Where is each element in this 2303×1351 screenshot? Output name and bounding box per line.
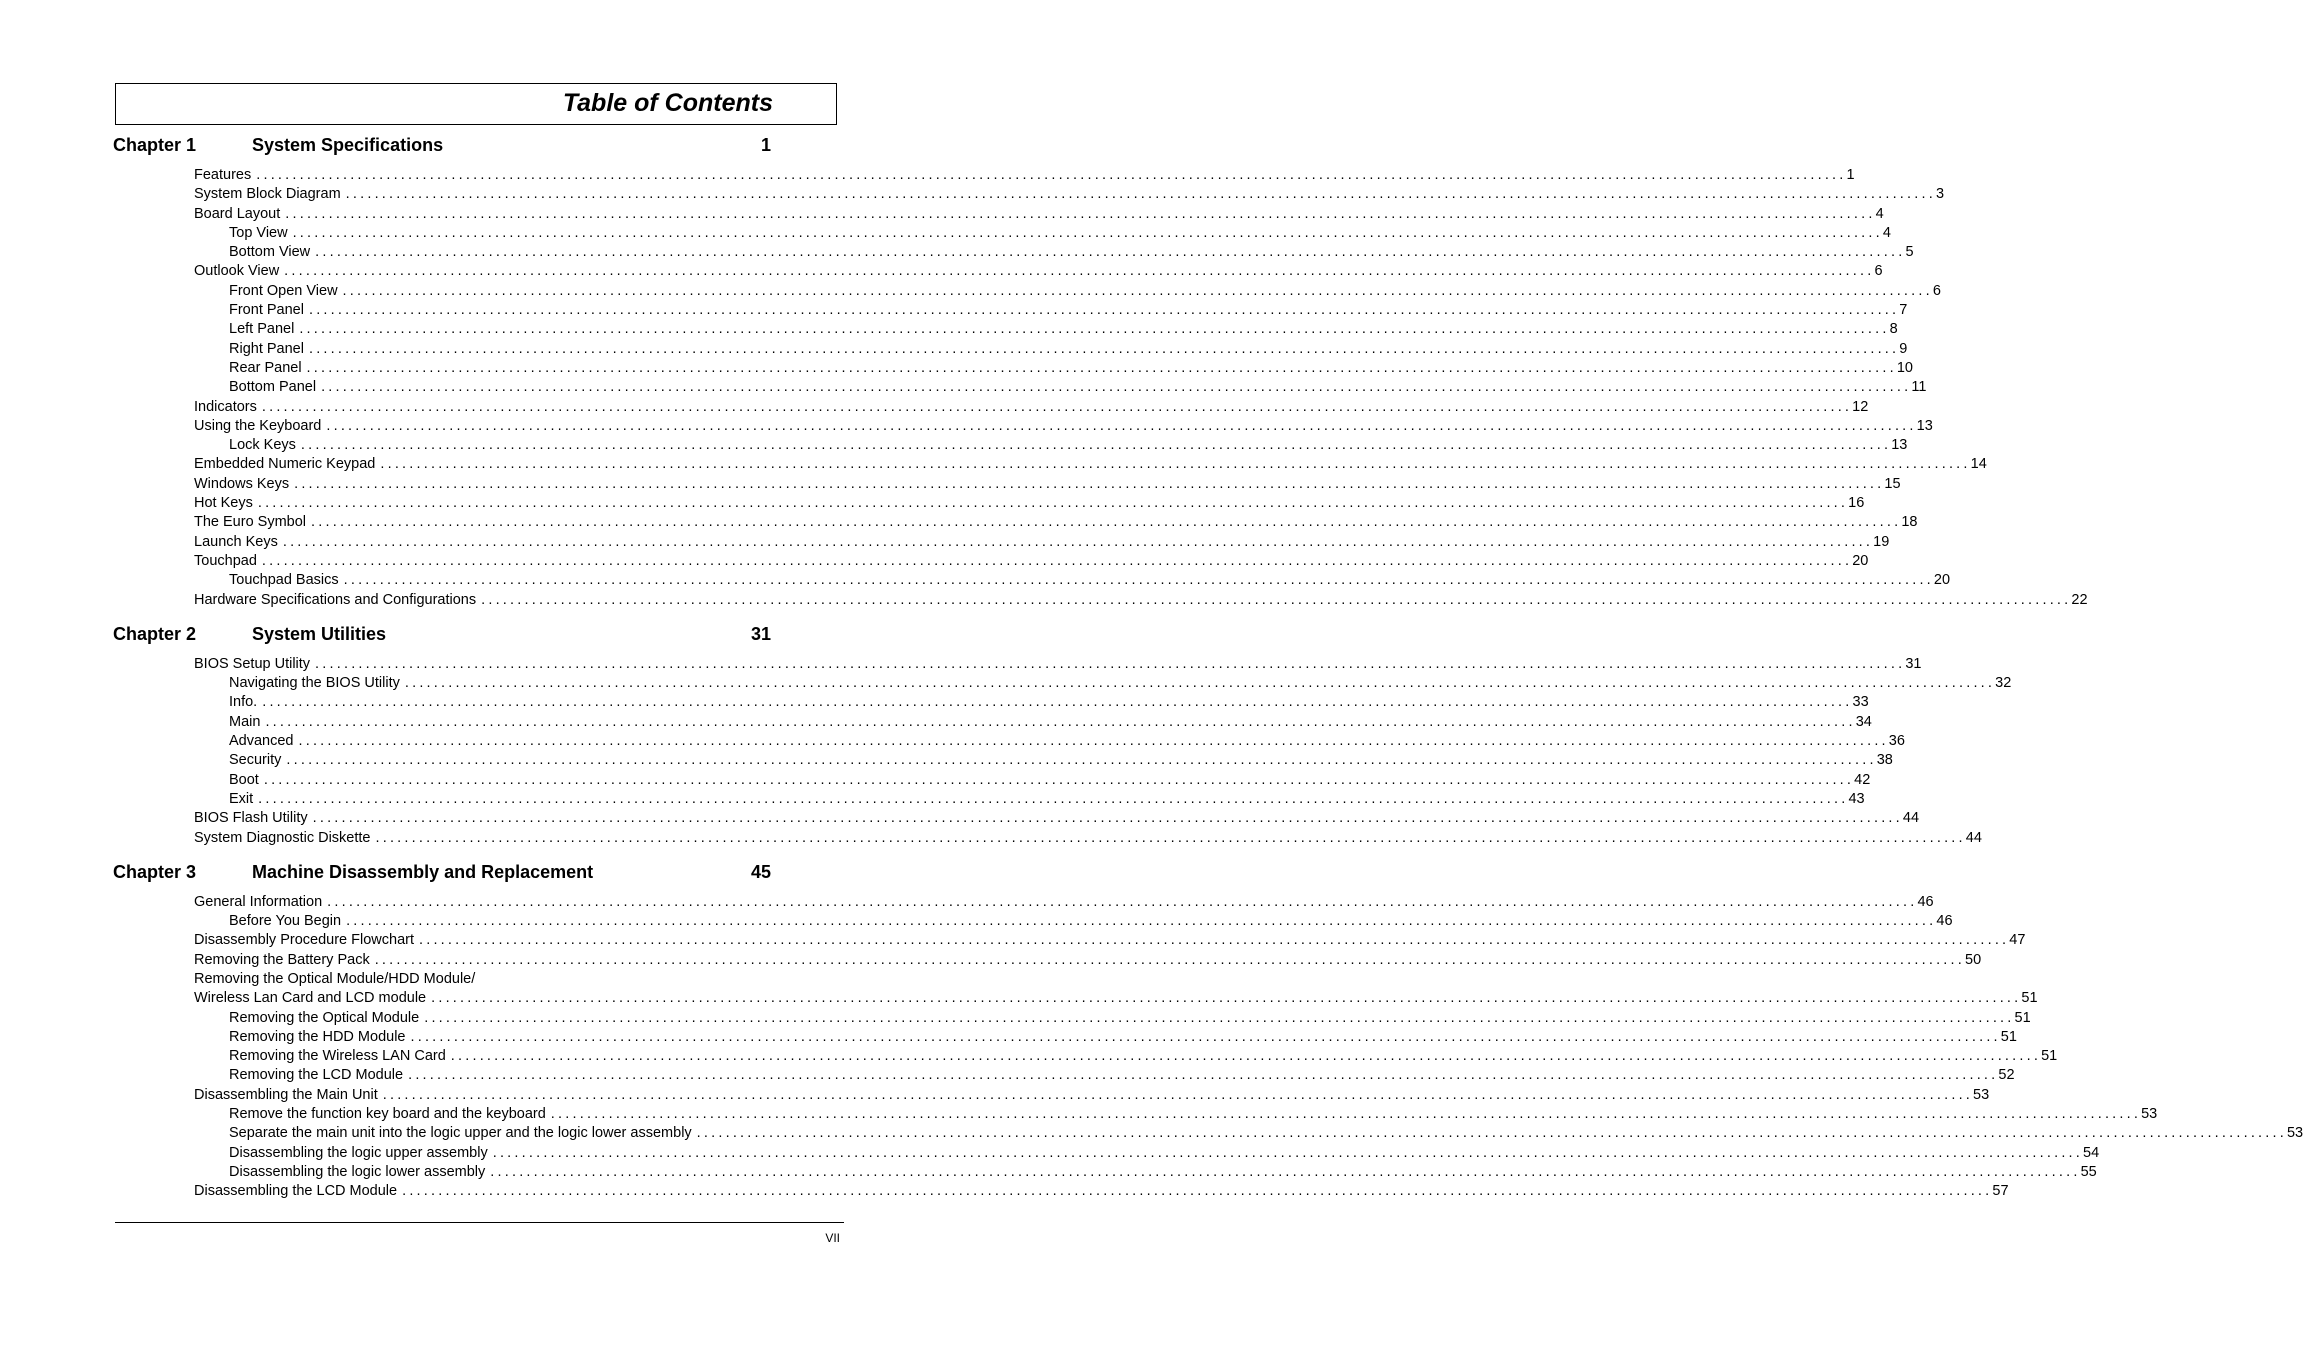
page-title: Table of Contents [562,89,773,117]
toc-entry[interactable] [113,829,1982,848]
toc-entry-label: General Information [194,893,323,910]
toc-entry-label: Front Panel [229,302,304,319]
dot-leader: ............................................................................................................................................................................................................................ [321,379,1912,396]
toc-entry-label: Launch Keys [194,533,278,550]
dot-leader: ............................................................................................................................................................................................................................ [258,790,1849,807]
dot-leader: ............................................................................................................................................................................................................................ [410,1028,2001,1045]
toc-entry-page: 43 [1848,790,1865,807]
toc-entry-label: Disassembling the logic lower assembly [229,1163,486,1180]
dot-leader: ............................................................................................................................................................................................................................ [300,437,1892,454]
toc-entry-label: Removing the Wireless LAN Card [229,1048,446,1065]
toc-entry-page: 20 [1852,552,1869,569]
toc-entry[interactable] [113,893,1934,912]
toc-entry-label: Disassembling the logic upper assembly [229,1144,488,1161]
toc-entry-page: 34 [1855,713,1872,730]
toc-entry[interactable] [113,1086,1990,1105]
toc-entry-label: BIOS Setup Utility [194,655,311,672]
chapter-title: Machine Disassembly and Replacement [252,861,594,882]
toc-entry[interactable] [113,655,1922,674]
toc-entry-page: 20 [1933,572,1951,589]
toc-entry-label: Front Open View [229,282,338,299]
toc-entry-page: 47 [2009,932,2026,949]
toc-entry-label: Touchpad Basics [229,572,339,589]
toc-entry-page: 51 [2041,1048,2058,1065]
chapter-number: Chapter 1 [113,135,197,155]
toc-entry[interactable] [113,989,2038,1008]
dot-leader: ............................................................................................................................................................................................................................ [481,591,2072,608]
chapter-heading[interactable] [113,620,773,648]
toc-entry[interactable] [113,1009,2031,1028]
toc-entry-page: 44 [1965,829,1982,846]
toc-entry[interactable] [113,1066,2015,1085]
toc-entry-label: Removing the Optical Module [229,1009,420,1026]
toc-entry-label: Disassembling the LCD Module [194,1183,398,1200]
toc-entry[interactable] [113,809,1920,828]
chapter-entries [113,655,2012,848]
toc-entry[interactable] [113,771,1871,790]
dot-leader: ............................................................................................................................................................................................................................ [450,1048,2042,1065]
dot-leader: ............................................................................................................................................................................................................................ [282,533,1874,550]
toc-entry-label: Boot [229,771,259,788]
toc-entry-page: 12 [1852,398,1869,415]
toc-entry[interactable] [113,378,1927,397]
toc-entry-page: 6 [1874,263,1883,280]
dot-leader: ............................................................................................................................................................................................................................ [265,713,1856,730]
toc-entry-label: Disassembling the Main Unit [194,1086,378,1103]
chapter-entries [113,166,2088,610]
toc-entry[interactable] [113,1124,2303,1143]
toc-entry-label: Main [229,713,261,730]
toc-entry-page: 46 [1917,893,1934,910]
toc-entry-label: Removing the HDD Module [229,1028,406,1045]
toc-entry[interactable] [113,912,1953,931]
dot-leader: ............................................................................................................................................................................................................................ [424,1009,2015,1026]
toc-entry[interactable] [113,713,1872,732]
toc-entry-label: Indicators [194,398,257,415]
toc-entry-page: 15 [1884,475,1901,492]
toc-entry-page: 36 [1888,733,1905,750]
toc-entry-page: 18 [1901,514,1918,531]
toc-entry[interactable] [113,359,1913,378]
dot-leader: ............................................................................................................................................................................................................................ [298,733,1889,750]
toc-entry-label: BIOS Flash Utility [194,810,308,827]
toc-entry-label: System Diagnostic Diskette [194,829,371,846]
dot-leader: ............................................................................................................................................................................................................................ [696,1125,2287,1142]
chapter-title: System Specifications [252,135,444,155]
toc-entry-page: 46 [1936,913,1953,930]
toc-entry-page: 51 [2000,1028,2017,1045]
chapter-number: Chapter 3 [113,861,197,882]
dot-leader: ............................................................................................................................................................................................................................ [346,913,1937,930]
dot-leader: ............................................................................................................................................................................................................................ [306,359,1897,376]
toc-entry-page: 9 [1899,340,1908,357]
toc-entry-page: 51 [2014,1009,2031,1026]
dot-leader: ............................................................................................................................................................................................................................ [257,495,1849,512]
toc-entry[interactable] [113,205,1884,224]
toc-entry-label: Top View [229,224,288,241]
dot-leader: ............................................................................................................................................................................................................................ [408,1067,1999,1084]
dot-leader: ............................................................................................................................................................................................................................ [308,302,1900,319]
toc-entry-page: 10 [1896,359,1913,376]
dot-leader: ............................................................................................................................................................................................................................ [404,675,1996,692]
toc-entry-page: 8 [1889,321,1898,338]
toc-entry[interactable] [113,1182,2009,1201]
toc-entry[interactable] [113,1105,2158,1124]
toc-entry[interactable] [113,513,1918,532]
toc-entry-page: 16 [1848,495,1865,512]
toc-entry-label: Embedded Numeric Keypad [194,456,376,473]
toc-entry[interactable] [113,533,1890,552]
toc-entry-label: Rear Panel [229,359,302,376]
toc-entry[interactable] [113,185,1945,204]
toc-entry-page: 55 [2080,1163,2097,1180]
toc-entry-label: The Euro Symbol [194,514,307,531]
toc-entry-page: 22 [2071,591,2088,608]
toc-entry-page: 32 [1995,675,2012,692]
toc-entry-page: 53 [2286,1125,2303,1142]
dot-leader: ............................................................................................................................................................................................................................ [263,771,1855,788]
toc-entry-label: Remove the function key board and the keyboard [229,1106,546,1123]
toc-entry-page: 3 [1935,186,1945,203]
dot-leader: ............................................................................................................................................................................................................................ [261,552,1853,569]
toc-entry-page: 4 [1882,224,1891,241]
toc-entry-label: Disassembly Procedure Flowchart [194,932,414,949]
toc-entry-label: Security [229,752,282,769]
toc-entry-page: 44 [1902,810,1920,827]
toc-entry-page: 38 [1876,752,1893,769]
toc-entry-label: Touchpad [194,552,257,569]
toc-entry[interactable] [113,320,1898,339]
toc-entry[interactable] [113,494,1865,513]
toc-entry[interactable] [113,301,1908,320]
dot-leader: ............................................................................................................................................................................................................................ [256,167,1847,183]
toc-entry-label: Before You Begin [229,913,342,930]
toc-entry-label: Hot Keys [194,495,253,512]
toc-entry[interactable] [113,693,1869,712]
toc-entry[interactable] [113,340,1908,359]
dot-leader: ............................................................................................................................................................................................................................ [345,186,1936,203]
dot-leader: ............................................................................................................................................................................................................................ [375,829,1966,846]
dot-leader: ............................................................................................................................................................................................................................ [342,282,1933,299]
toc-entry-label: Exit [229,790,254,807]
toc-entry-label: System Block Diagram [194,186,341,203]
chapter-number: Chapter 2 [113,623,197,644]
dot-leader: ............................................................................................................................................................................................................................ [343,572,1934,589]
toc-entry[interactable] [113,951,1982,970]
toc-entry-label: Advanced [229,733,294,750]
toc-entry-page: 1 [1846,167,1855,183]
toc-entry-label: Board Layout [194,205,281,222]
dot-leader: ............................................................................................................................................................................................................................ [286,752,1877,769]
dot-leader: ............................................................................................................................................................................................................................ [327,893,1918,910]
toc-entry-label: Windows Keys [194,475,290,492]
chapter-entries [113,893,2303,1202]
toc-entry-page: 31 [1905,655,1922,672]
toc-entry[interactable] [113,674,2012,693]
dot-leader: ............................................................................................................................................................................................................................ [262,694,1853,711]
dot-leader: ............................................................................................................................................................................................................................ [261,398,1853,415]
dot-leader: ............................................................................................................................................................................................................................ [402,1183,1993,1200]
toc-entry-label: Bottom View [229,244,311,261]
toc-entry-page: 57 [1992,1183,2009,1200]
chapter-page: 1 [760,135,771,155]
toc-entry-page: 11 [1911,379,1927,396]
toc-entry-label: Removing the LCD Module [229,1067,404,1084]
toc-entry[interactable] [113,732,1905,751]
toc-entry[interactable] [113,751,1893,770]
toc-entry[interactable] [113,262,1883,281]
toc-entry[interactable] [113,224,1891,243]
toc-entry[interactable] [113,166,1855,185]
dot-leader: ............................................................................................................................................................................................................................ [315,655,1906,672]
chapter-page: 45 [750,861,771,882]
dot-leader: ............................................................................................................................................................................................................................ [382,1086,1974,1103]
toc-entry-page: 51 [2021,990,2038,1007]
toc-entry-page: 52 [1998,1067,2015,1084]
toc-entry-label: Removing the Battery Pack [194,951,370,968]
dot-leader: ............................................................................................................................................................................................................................ [299,321,1890,338]
toc-entry[interactable] [113,552,1869,571]
toc-entry-label: Removing the Optical Module/HDD Module/ [194,970,476,987]
dot-leader: ............................................................................................................................................................................................................................ [419,932,2010,949]
toc-entry[interactable] [113,1163,2097,1182]
toc-entry-label: Hardware Specifications and Configurations [194,591,477,608]
toc-entry[interactable] [113,475,1901,494]
dot-leader: ............................................................................................................................................................................................................................ [311,514,1902,531]
table-of-contents [113,131,2303,1212]
toc-entry-label: Outlook View [194,263,280,280]
dot-leader: ............................................................................................................................................................................................................................ [292,224,1883,241]
dot-leader: ............................................................................................................................................................................................................................ [326,417,1917,434]
title-box [115,83,837,125]
dot-leader: ............................................................................................................................................................................................................................ [315,244,1906,261]
page-number: VII [825,1231,840,1245]
toc-entry-label: Navigating the BIOS Utility [229,675,400,692]
toc-entry[interactable] [113,1144,2100,1163]
toc-entry-page: 13 [1916,417,1933,434]
dot-leader: ............................................................................................................................................................................................................................ [294,475,1885,492]
toc-entry[interactable] [113,455,1987,474]
dot-leader: ............................................................................................................................................................................................................................ [490,1163,2081,1180]
toc-entry-page: 54 [2083,1144,2100,1161]
dot-leader: ............................................................................................................................................................................................................................ [550,1106,2142,1123]
toc-entry-page: 4 [1875,205,1884,222]
dot-leader: ............................................................................................................................................................................................................................ [380,456,1971,473]
toc-entry[interactable] [113,1047,2058,1066]
toc-entry[interactable] [113,790,1865,809]
toc-entry-label: Right Panel [229,340,304,357]
toc-entry-label: Lock Keys [229,437,296,454]
toc-entry[interactable] [113,1028,2017,1047]
toc-entry-page: 33 [1852,694,1869,711]
dot-leader: ............................................................................................................................................................................................................................ [492,1144,2084,1161]
toc-entry[interactable] [113,417,1933,436]
dot-leader: ............................................................................................................................................................................................................................ [431,990,2022,1007]
toc-entry-page: 5 [1905,244,1914,261]
toc-entry[interactable] [113,282,1941,301]
toc-entry-page: 42 [1854,771,1871,788]
chapter-page: 31 [750,623,771,644]
toc-entry[interactable] [113,591,2088,610]
footer-rule [115,1222,844,1223]
toc-entry[interactable] [113,931,2026,950]
toc-entry-page: 7 [1899,302,1908,319]
chapter-heading[interactable] [113,131,773,159]
chapter-heading[interactable] [113,858,773,886]
dot-leader: ............................................................................................................................................................................................................................ [285,205,1876,222]
toc-entry-label: Left Panel [229,321,295,338]
toc-entry[interactable] [113,398,1869,417]
toc-entry-page: 53 [1973,1086,1990,1103]
chapter-title: System Utilities [252,623,387,644]
toc-entry-page: 53 [2141,1106,2158,1123]
toc-entry[interactable] [113,436,1908,455]
toc-entry-label: Features [194,167,252,183]
toc-entry-label: Info. [229,694,258,711]
toc-entry-label: Bottom Panel [229,379,317,396]
dot-leader: ............................................................................................................................................................................................................................ [312,810,1903,827]
toc-entry-label: Separate the main unit into the logic upper and the logic lower assembly [229,1125,692,1142]
toc-entry[interactable] [113,970,773,989]
toc-entry-label: Wireless Lan Card and LCD module [194,990,427,1007]
dot-leader: ............................................................................................................................................................................................................................ [308,340,1900,357]
toc-entry[interactable] [113,243,1914,262]
toc-entry-page: 14 [1970,456,1987,473]
toc-entry-page: 19 [1873,533,1890,550]
toc-entry-page: 6 [1932,282,1941,299]
dot-leader: ............................................................................................................................................................................................................................ [284,263,1875,280]
toc-entry[interactable] [113,571,1951,590]
toc-entry-page: 13 [1891,437,1908,454]
toc-entry-page: 50 [1965,951,1982,968]
toc-entry-label: Using the Keyboard [194,417,322,434]
dot-leader: ............................................................................................................................................................................................................................ [374,951,1965,968]
